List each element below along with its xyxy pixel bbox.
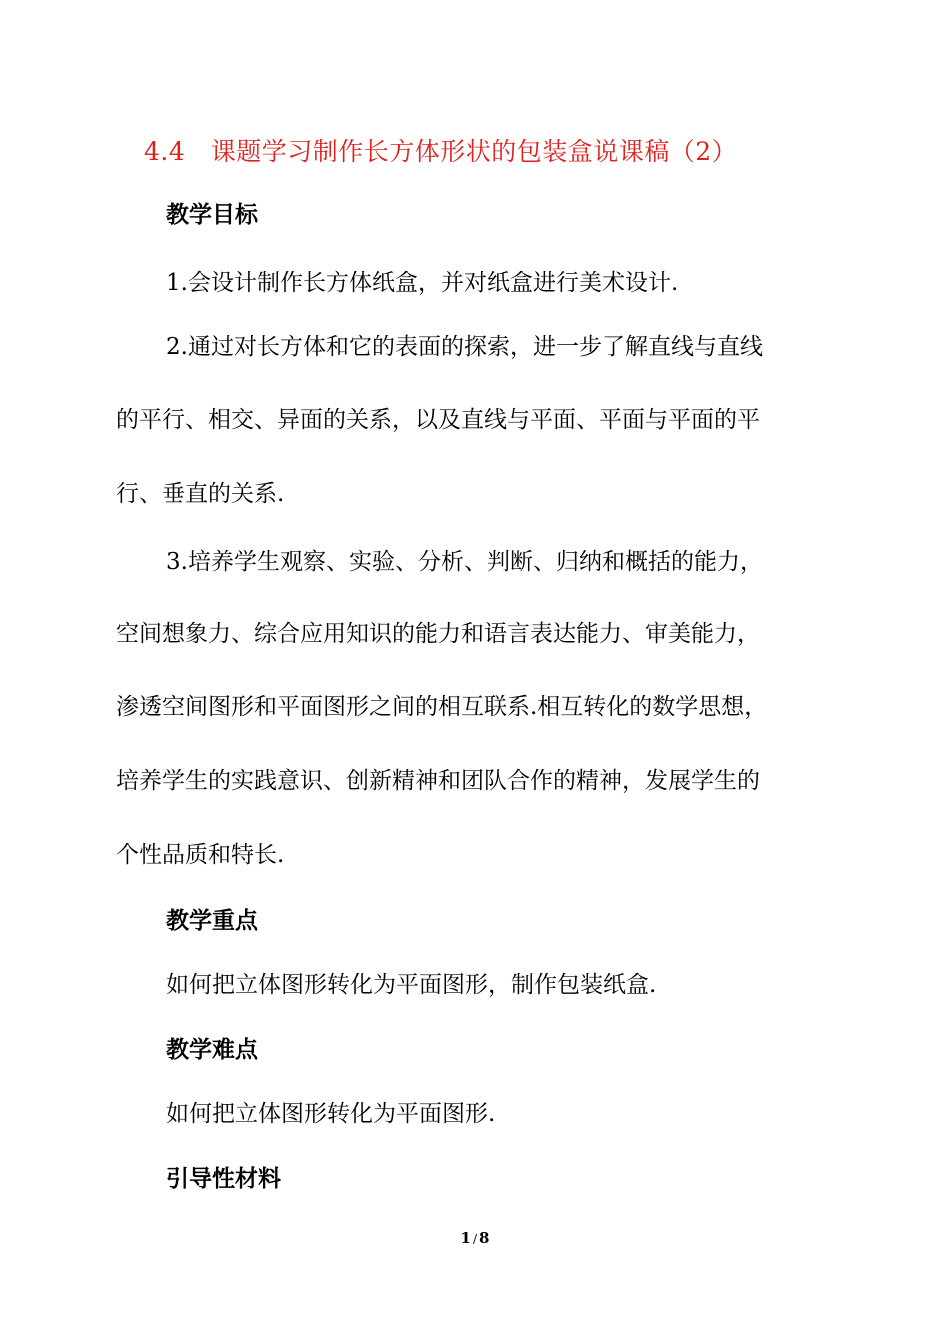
- objective-item-2-line-1: 2.通过对长方体和它的表面的探索，进一步了解直线与直线: [166, 334, 763, 360]
- difficulties-text: 如何把立体图形转化为平面图形.: [166, 1101, 496, 1127]
- page-separator: /: [472, 1232, 478, 1246]
- objective-item-3-line-5: 个性品质和特长.: [116, 842, 285, 868]
- key-points-text: 如何把立体图形转化为平面图形，制作包装纸盒.: [166, 972, 657, 998]
- objective-item-2-line-2: 的平行、相交、异面的关系，以及直线与平面、平面与平面的平: [116, 407, 760, 433]
- section-heading-key-points: 教学重点: [166, 907, 258, 934]
- objective-item-3-line-3: 渗透空间图形和平面图形之间的相互联系.相互转化的数学思想，: [116, 694, 768, 720]
- objective-item-3-line-1: 3.培养学生观察、实验、分析、判断、归纳和概括的能力，: [166, 549, 763, 575]
- document-title: 4.4 课题学习制作长方体形状的包装盒说课稿（2）: [144, 137, 738, 166]
- current-page-number: 1: [460, 1229, 471, 1247]
- objective-item-3-line-4: 培养学生的实践意识、创新精神和团队合作的精神，发展学生的: [116, 768, 760, 794]
- page-number: [0, 1227, 950, 1250]
- objective-item-3-line-2: 空间想象力、综合应用知识的能力和语言表达能力、审美能力，: [116, 621, 760, 647]
- section-heading-objectives: 教学目标: [166, 201, 258, 228]
- objective-item-1: 1.会设计制作长方体纸盒，并对纸盒进行美术设计.: [166, 270, 679, 296]
- section-heading-materials: 引导性材料: [166, 1165, 281, 1192]
- total-pages-number: 8: [479, 1229, 490, 1247]
- objective-item-2-line-3: 行、垂直的关系.: [116, 481, 285, 507]
- section-heading-difficulties: 教学难点: [166, 1036, 258, 1063]
